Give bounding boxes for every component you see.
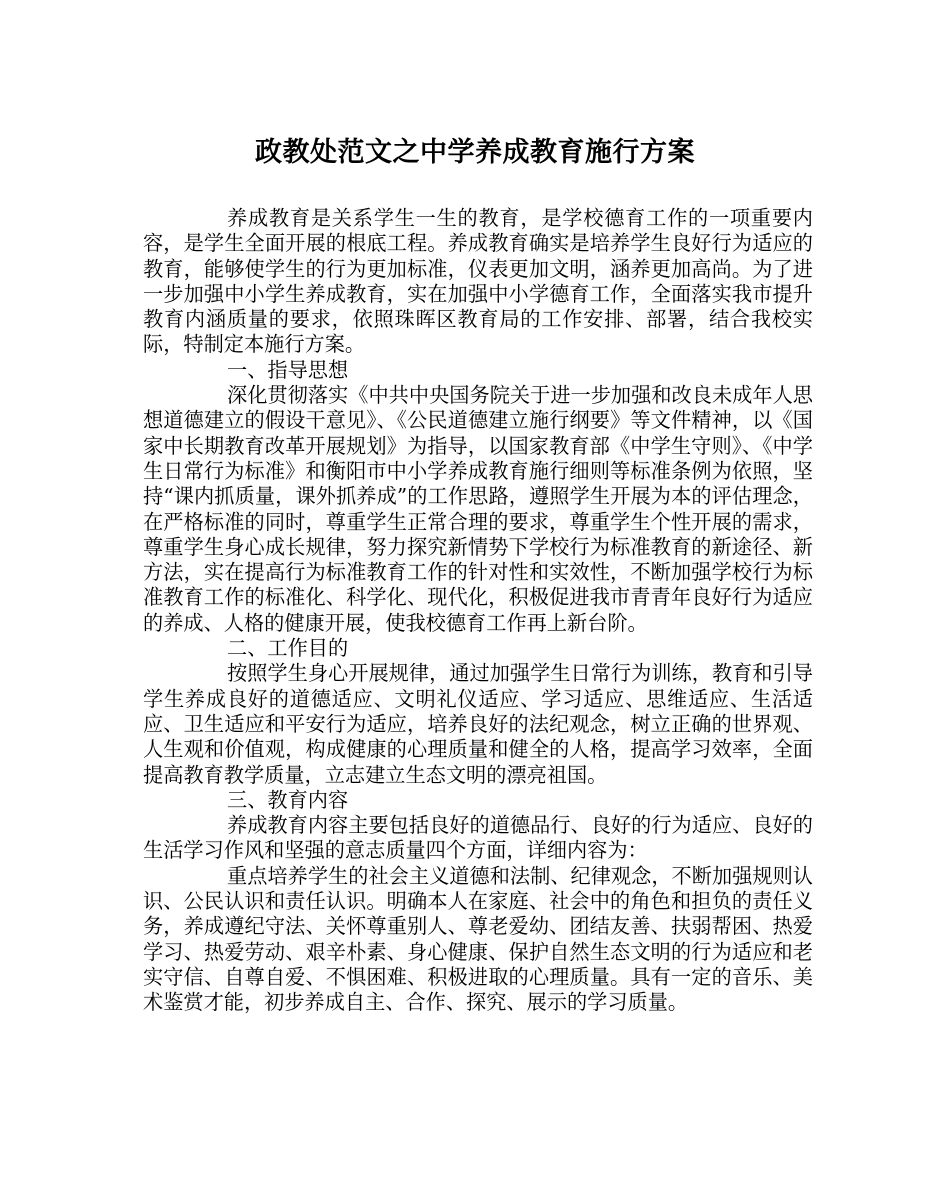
document-title: 政教处范文之中学养成教育施行方案 xyxy=(255,137,695,168)
section-heading-work-goals: 二、工作目的 xyxy=(227,636,349,661)
paragraph-intro: 养成教育是关系学生一生的教育，是学校德育工作的一项重要内容，是学生全面开展的根底工程。养成教育确实是培养学生良好行为适应的教育，能够使学生的行为更加标准，仪表更加文明，涵养更加高尚。为了进一步加强中小学生养成教育，实在加强中小学德育工作，全面落实我市提升教育内涵质量的要求，依照珠晖区教育局的工作安排、部署，结合我校实际，特制定本施行方案。 xyxy=(143,206,813,357)
section-heading-education-content: 三、教育内容 xyxy=(227,787,349,812)
paragraph-education-content: 养成教育内容主要包括良好的道德品行、良好的行为适应、良好的生活学习作风和坚强的意志质量四个方面，详细内容为： xyxy=(143,813,813,863)
paragraph-guiding-ideology: 深化贯彻落实《中共中央国务院关于进一步加强和改良未成年人思想道德建立的假设干意见》、《公民道德建立施行纲要》等文件精神，以《国家中长期教育改革开展规划》为指导，以国家教育部《中学生守则》、《中学生日常行为标准》和衡阳市中小学养成教育施行细则等标准条例为依照，坚持“课内抓质量，课外抓养成”的工作思路，遵照学生开展为本的评估理念，在严格标准的同时，尊重学生正常合理的要求，尊重学生个性开展的需求，尊重学生身心成长规律，努力探究新情势下学校行为标准教育的新途径、新方法，实在提高行为标准教育工作的针对性和实效性，不断加强学校行为标准教育工作的标准化、科学化、现代化，积极促进我市青青年良好行为适应的养成、人格的健康开展，使我校德育工作再上新台阶。 xyxy=(143,383,813,635)
paragraph-key-cultivation: 重点培养学生的社会主义道德和法制、纪律观念，不断加强规则认识、公民认识和责任认识。明确本人在家庭、社会中的角色和担负的责任义务，养成遵纪守法、关怀尊重别人、尊老爱幼、团结友善、扶弱帮困、热爱学习、热爱劳动、艰辛朴素、身心健康、保护自然生态文明的行为适应和老实守信、自尊自爱、不惧困难、积极进取的心理质量。具有一定的音乐、美术鉴赏才能，初步养成自主、合作、探究、展示的学习质量。 xyxy=(143,863,813,1015)
document-body xyxy=(143,206,813,1016)
section-heading-guiding-ideology: 一、指导思想 xyxy=(227,357,349,382)
paragraph-work-goals: 按照学生身心开展规律，通过加强学生日常行为训练，教育和引导学生养成良好的道德适应、文明礼仪适应、学习适应、思维适应、生活适应、卫生适应和平安行为适应，培养良好的法纪观念，树立正确的世界观、人生观和价值观，构成健康的心理质量和健全的人格，提高学习效率，全面提高教育教学质量，立志建立生态文明的漂亮祖国。 xyxy=(143,661,813,787)
